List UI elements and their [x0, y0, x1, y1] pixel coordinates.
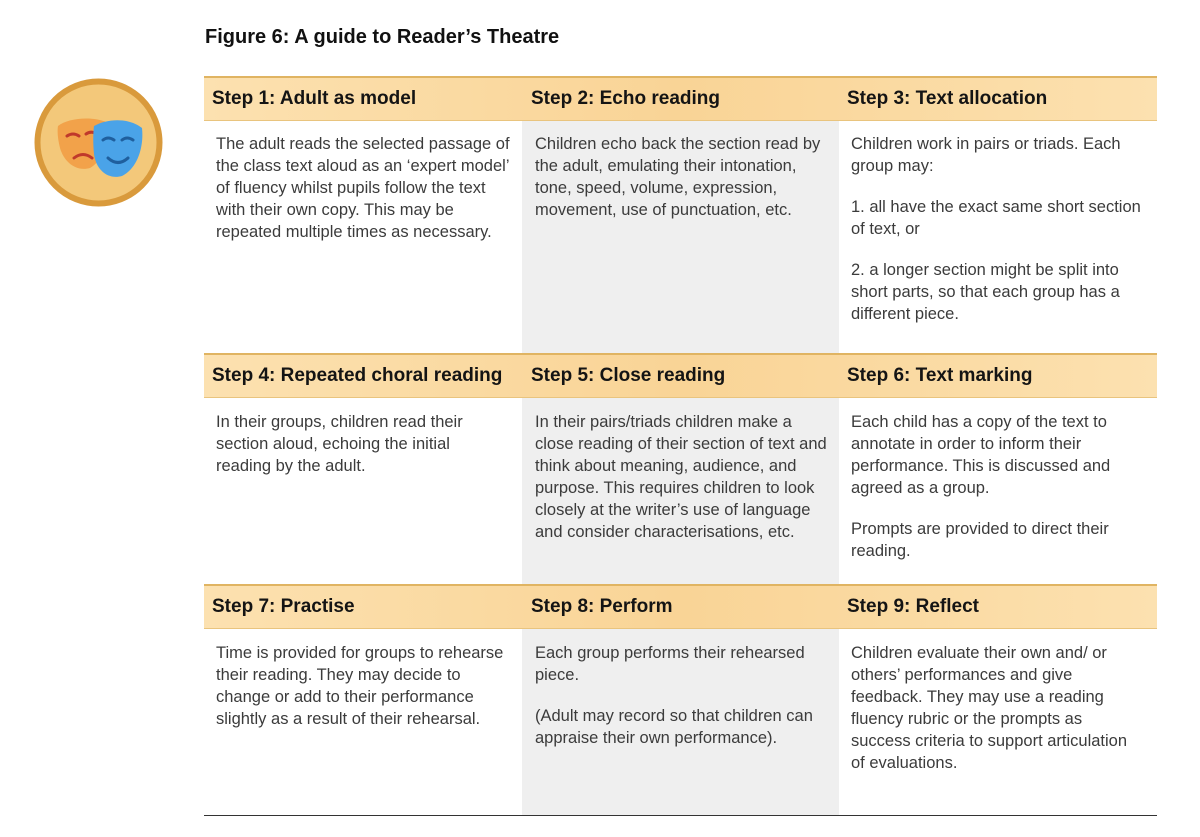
step-3-body: [851, 133, 1143, 325]
step-6-heading: Step 6: Text marking: [847, 364, 1033, 386]
step-5-text: In their pairs/triads children make a close reading of their section of text and think about meaning, audience, and purpose. This requires children to look closely at the writer’s use of language and consider characterisations, etc.: [535, 413, 827, 541]
step-3-text-intro: Children work in pairs or triads. Each group may:: [851, 135, 1121, 175]
step-2-heading: Step 2: Echo reading: [531, 87, 720, 109]
step-7-text: Time is provided for groups to rehearse their reading. They may decide to change or add to their performance slightly as a result of their rehearsal.: [216, 644, 504, 728]
step-9-heading: Step 9: Reflect: [847, 595, 979, 617]
step-8-text-note: (Adult may record so that children can appraise their own performance).: [535, 707, 813, 747]
step-4-text: In their groups, children read their section aloud, echoing the initial reading by the adult.: [216, 413, 463, 475]
step-3-heading: Step 3: Text allocation: [847, 87, 1048, 109]
step-2-text: Children echo back the section read by the adult, emulating their intonation, tone, speed, volume, expression, movement, use of punctuation, etc.: [535, 135, 821, 219]
step-1-text: The adult reads the selected passage of the class text aloud as an ‘expert model’ of fluency whilst pupils follow the text with their own copy. This may be repeated multiple times as necessary.: [216, 135, 510, 241]
step-1-body: [216, 133, 516, 243]
step-2-body: [535, 133, 829, 221]
step-6-text-main: Each child has a copy of the text to annotate in order to inform their performance. This is discussed and agreed as a group.: [851, 413, 1111, 497]
theatre-masks-icon: [34, 78, 163, 207]
step-5-heading: Step 5: Close reading: [531, 364, 726, 386]
step-6-body: [851, 411, 1143, 562]
step-9-body: [851, 642, 1143, 774]
figure-title: Figure 6: A guide to Reader’s Theatre: [205, 26, 560, 48]
step-1-heading: Step 1: Adult as model: [212, 87, 417, 109]
step-5-body: [535, 411, 827, 543]
step-4-body: [216, 411, 506, 477]
step-7-body: [216, 642, 516, 730]
step-8-text-main: Each group performs their rehearsed piece.: [535, 644, 805, 684]
step-8-heading: Step 8: Perform: [531, 595, 673, 617]
step-8-body: [535, 642, 827, 749]
step-4-heading: Step 4: Repeated choral reading: [212, 364, 503, 386]
step-3-text-option-1: 1. all have the exact same short section of text, or: [851, 198, 1141, 238]
step-3-text-option-2: 2. a longer section might be split into short parts, so that each group has a different piece.: [851, 261, 1120, 323]
step-7-heading: Step 7: Practise: [212, 595, 355, 617]
step-6-text-prompts: Prompts are provided to direct their reading.: [851, 520, 1109, 560]
table-bottom-rule: [204, 815, 1157, 816]
step-9-text: Children evaluate their own and/ or others’ performances and give feedback. They may use a reading fluency rubric or the prompts as success criteria to support articulation of evaluations.: [851, 644, 1128, 772]
